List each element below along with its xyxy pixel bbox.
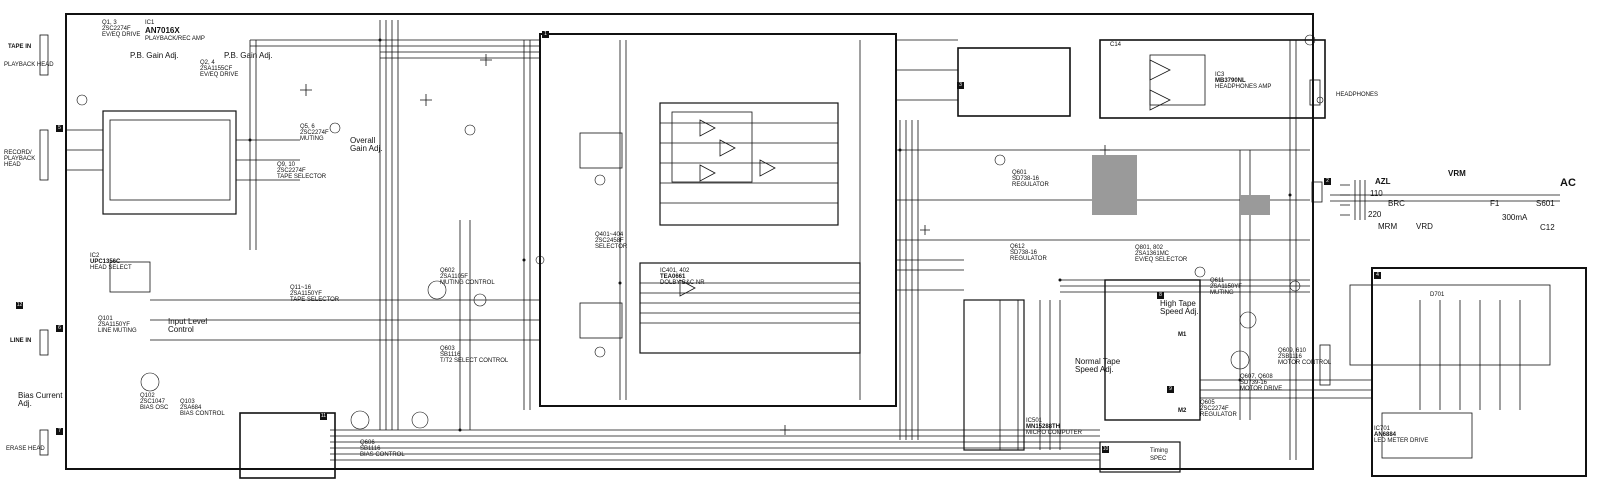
q401-part: 2SC2458F — [595, 238, 624, 244]
q801-desc: EV/EQ SELECTOR — [1135, 257, 1188, 263]
q1-ref: Q1, 3 — [102, 20, 117, 26]
q611-ref: Q611 — [1210, 278, 1225, 284]
mrm-label: MRM — [1378, 222, 1398, 231]
q11-ref: Q11~16 — [290, 285, 312, 291]
ic701-desc: LED METER DRIVE — [1374, 438, 1429, 444]
q102-part: 2SC1047 — [140, 399, 166, 405]
q5-ref: Q5, 6 — [300, 124, 315, 130]
q801-part: 2SA1361MC — [1135, 251, 1170, 257]
q103-part: 2SA684 — [180, 405, 202, 411]
connector-erase-head-label: ERASE HEAD — [6, 446, 45, 452]
q611-part: 2SA1150YF — [1210, 284, 1242, 290]
ic3-desc: HEADPHONES AMP — [1215, 84, 1272, 90]
q801-ref: Q801, 802 — [1135, 245, 1164, 251]
ic501-ref: IC501 — [1026, 418, 1043, 424]
cap-c14-label: C14 — [1110, 42, 1122, 48]
ic2-part: UPC1356C — [90, 259, 121, 265]
fuse-f1-label: F1 — [1490, 199, 1500, 208]
block-tag-4: 4 — [1374, 272, 1381, 279]
block-tag-2: 2 — [1324, 178, 1331, 185]
vrd-label: VRD — [1416, 222, 1433, 231]
q9-part: 2SC2274F — [277, 168, 306, 174]
q612-part: SD738-16 — [1010, 250, 1038, 256]
q401-desc: SELECTOR — [595, 244, 628, 250]
block-tag-11: 11 — [320, 413, 327, 419]
ic2-ref: IC2 — [90, 253, 100, 259]
q101-ref: Q101 — [98, 316, 113, 322]
ic1-desc: PLAYBACK/REC AMP — [145, 36, 205, 42]
block-tag-5: 5 — [56, 125, 63, 132]
brc-label: BRC — [1388, 199, 1405, 208]
q101-desc: LINE MUTING — [98, 328, 137, 334]
q11-part: 2SA1150YF — [290, 291, 322, 297]
timing-label: Timing — [1150, 448, 1168, 454]
q607-ref: Q607, Q608 — [1240, 374, 1273, 380]
q401-ref: Q401~404 — [595, 232, 624, 238]
ic501-part: MN15288TH — [1026, 424, 1061, 430]
block-tag-12: 12 — [16, 302, 23, 308]
connector-line-in-label: LINE IN — [10, 338, 32, 344]
q11-desc: TAPE SELECTOR — [290, 297, 340, 303]
q9-desc: TAPE SELECTOR — [277, 174, 327, 180]
fuse-rating-label: 300mA — [1502, 213, 1528, 222]
spec-label: SPEC — [1150, 456, 1167, 462]
q601-ref: Q601 — [1012, 170, 1027, 176]
q601-desc: REGULATOR — [1012, 182, 1049, 188]
high-tape-speed-adj-label: High Tape Speed Adj. — [1160, 299, 1199, 316]
ic401-desc: DOLBY B&C NR — [660, 280, 705, 286]
block-tag-8: 8 — [1157, 292, 1164, 299]
ic401-ref: IC401, 402 — [660, 268, 690, 274]
q607-desc: MOTOR DRIVE — [1240, 386, 1283, 392]
q609-desc: MOTOR CONTROL — [1278, 360, 1332, 366]
switch-s601-label: S601 — [1536, 199, 1555, 208]
q1-part: 2SC2274F — [102, 26, 131, 32]
q603-ref: Q603 — [440, 346, 455, 352]
q609-ref: Q609, 610 — [1278, 348, 1307, 354]
q606-part: SB1116 — [360, 446, 381, 452]
q103-desc: BIAS CONTROL — [180, 411, 225, 417]
q606-ref: Q606 — [360, 440, 375, 446]
block-tag-9: 9 — [1167, 386, 1174, 393]
connector-headphones-label: HEADPHONES — [1336, 92, 1379, 98]
q612-ref: Q612 — [1010, 244, 1025, 250]
ic701-part: AN6884 — [1374, 432, 1397, 438]
q2-part: 2SA1155CF — [200, 66, 233, 72]
q102-desc: BIAS OSC — [140, 405, 169, 411]
q601-part: SD738-16 — [1012, 176, 1040, 182]
azl-label: AZL — [1375, 177, 1391, 186]
q603-part: SB1116 — [440, 352, 461, 358]
ic1-part: AN7016X — [145, 26, 180, 35]
q605-desc: REGULATOR — [1200, 412, 1237, 418]
q603-desc: T/T2 SELECT CONTROL — [440, 358, 509, 364]
connector-ac-label: AC — [1560, 177, 1576, 189]
q9-ref: Q9, 10 — [277, 162, 296, 168]
q2-desc: EV/EQ DRIVE — [200, 72, 239, 78]
block-tag-6: 6 — [56, 325, 63, 332]
pb-gain-adj-label: P.B. Gain Adj. — [130, 51, 179, 60]
q602-part: 2SA1105F — [440, 274, 468, 280]
pb-gain-adj-label-2: P.B. Gain Adj. — [224, 51, 273, 60]
ic1-ref: IC1 — [145, 20, 155, 26]
q611-desc: MUTING — [1210, 290, 1234, 296]
overall-gain-adj-label: Overall Gain Adj. — [350, 136, 383, 153]
q102-ref: Q102 — [140, 393, 155, 399]
input-level-control-label: Input Level Control — [168, 317, 208, 334]
block-tag-7: 7 — [56, 428, 63, 435]
ic3-ref: IC3 — [1215, 72, 1225, 78]
q5-part: 2SC2274F — [300, 130, 329, 136]
motor-m1-label: M1 — [1178, 332, 1187, 338]
q101-part: 2SA1150YF — [98, 322, 130, 328]
q2-ref: Q2, 4 — [200, 60, 215, 66]
ic2-desc: HEAD SELECT — [90, 265, 132, 271]
q612-desc: REGULATOR — [1010, 256, 1047, 262]
q602-ref: Q602 — [440, 268, 455, 274]
q1-desc: EV/EQ DRIVE — [102, 32, 141, 38]
q602-desc: MUTING CONTROL — [440, 280, 495, 286]
voltage-110-label: 110 — [1370, 189, 1383, 198]
block-tag-3: 3 — [957, 82, 964, 89]
q103-ref: Q103 — [180, 399, 195, 405]
ic401-part: TEA0661 — [660, 274, 686, 280]
led-d701-label: D701 — [1430, 292, 1445, 298]
connector-rec-playback-head-label: RECORD/ PLAYBACK HEAD — [4, 150, 36, 168]
q606-desc: BIAS CONTROL — [360, 452, 405, 458]
vrm-label: VRM — [1448, 169, 1466, 178]
ic3-part: MB3790NL — [1215, 78, 1246, 84]
q607-part: SD739-16 — [1240, 380, 1268, 386]
ic501-desc: MICRO COMPUTER — [1026, 430, 1082, 436]
connector-playback-head-label: PLAYBACK HEAD — [4, 62, 54, 68]
bias-current-adj-label: Bias Current Adj. — [18, 391, 63, 408]
q605-part: 2SC2274F — [1200, 406, 1229, 412]
connector-tape-in-label: TAPE IN — [8, 44, 32, 50]
normal-tape-speed-adj-label: Normal Tape Speed Adj. — [1075, 357, 1121, 374]
q605-ref: Q605 — [1200, 400, 1215, 406]
motor-m2-label: M2 — [1178, 408, 1187, 414]
cap-c12-label: C12 — [1540, 223, 1555, 232]
q5-desc: MUTING — [300, 136, 324, 142]
q609-part: 2SB1116 — [1278, 354, 1302, 360]
block-tag-main: 1 — [542, 31, 549, 38]
ic701-ref: IC701 — [1374, 426, 1391, 432]
block-tag-10: 10 — [1102, 446, 1109, 452]
voltage-220-label: 220 — [1368, 210, 1382, 219]
